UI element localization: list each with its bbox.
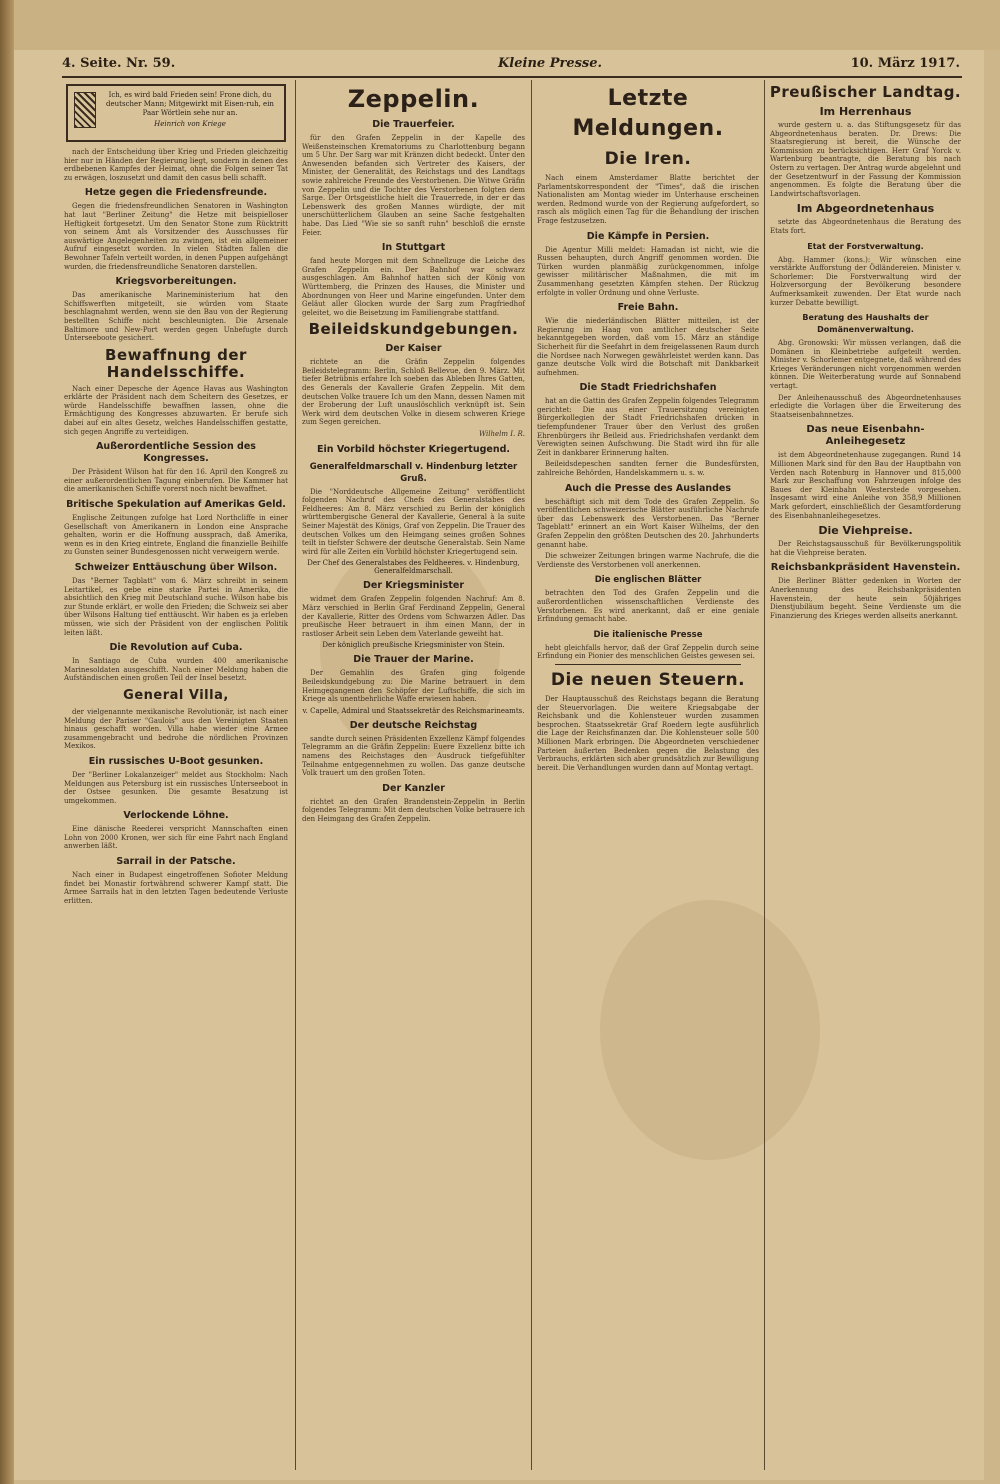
article-heading: Die Trauer der Marine. bbox=[353, 654, 474, 666]
section-heading: Letzte Meldungen. bbox=[572, 86, 724, 141]
article-heading: Der Kaiser bbox=[385, 343, 442, 355]
column-rule bbox=[764, 80, 765, 1470]
article-heading: Der deutsche Reichstag bbox=[349, 719, 478, 731]
section-heading: Die Iren. bbox=[604, 149, 692, 169]
article-text: Nach einem Amsterdamer Blatte berichtet der Parlamentskorrespondent der "Times", daß die irischen Nationalisten am Montag wieder im Unterhause erscheinen werden. Redmond wurde von der Regierung aufgefordert, so rasch als möglich einen Tag für die Behandlung der irischen Frage festzusetzen. bbox=[537, 174, 759, 225]
article-heading: Die Revolution auf Cuba. bbox=[109, 642, 243, 654]
article-heading: Die Trauerfeier. bbox=[372, 119, 455, 130]
article-text: hat an die Gattin des Grafen Zeppelin folgendes Telegramm gerichtet: Die aus einer Trauersitzung vereinigten Bürgerkollegien der Stadt Friedrichshafen drücken in tiefempfundener Trauer über den Verlust des großen Ehrenbürgers ihr Beileid aus. Friedrichshafen verdankt dem Verewigten seinen Aufschwung. Die Stadt wird ihn für alle Zeit in dankbarer Erinnerung halten. bbox=[537, 397, 759, 457]
article-text: Der Gemahlin des Grafen ging folgende Beileidskundgebung zu: Die Marine betrauert in dem Heimgegangenen den Schöpfer der Luftschiffe, die sich im Kriege als unentbehrliche Waffe erwiesen haben. bbox=[302, 669, 525, 704]
poem-box bbox=[66, 84, 286, 142]
section-heading: Zeppelin. bbox=[347, 85, 480, 113]
article-text: setzte das Abgeordnetenhaus die Beratung des Etats fort. bbox=[770, 218, 961, 235]
signature-text: Der Chef des Generalstabes des Feldheeres. v. Hindenburg, Generalfeldmarschall. bbox=[307, 559, 520, 576]
article-heading: Kriegsvorbereitungen. bbox=[115, 276, 237, 288]
article-text: Eine dänische Reederei verspricht Mannschaften einen Lohn von 2000 Kronen, wer sich für eine Fahrt nach England anwerben läßt. bbox=[64, 825, 288, 851]
section-heading: Bewaffnung der Handelsschiffe. bbox=[105, 345, 247, 381]
article-heading: Die Kämpfe in Persien. bbox=[586, 230, 710, 242]
article-text: für den Grafen Zeppelin in der Kapelle des Weißensteinschen Krematoriums zu Charlottenburg begann um 5 Uhr. Der Sarg war mit Kränzen dicht bedeckt. Unter den Anwesenden befanden sich Vertreter des Kaisers, der Minister, der Generalität, des Reichstags und des Landtags sowie zahlreiche Freunde des Verstorbenen. Die Witwe Gräfin von Zeppelin und die Tochter des Verstorbenen folgten dem Sarge. Der Ortsgeistliche hielt die Trauerrede, in der er das Lebenswerk des großen Mannes würdigte, der mit unerschütterlichem Glauben an seine Sache festgehalten habe. Das Lied "Wie sie so sanft ruhn" beschloß die ernste Feier. bbox=[302, 134, 525, 237]
section-heading: Beileidskundgebungen. bbox=[308, 320, 519, 339]
article-text: nach der Entscheidung über Krieg und Frieden gleichzeitig hier nur in Händen der Regierung liegt, sondern in denen des erdbebenen Kampfes der Heimat, ohne die Folgen seiner Tat zu erwägen, loszusetzt und damit den casus belli schafft. bbox=[64, 148, 288, 182]
article-text: ist dem Abgeordnetenhause zugegangen. Rund 14 Millionen Mark sind für den Bau der Hauptbahn von Verden nach Rotenburg in Hannover und 815,000 Mark zur Beschaffung von Fahrzeugen infolge des Baues der Kleinbahn Westerstede vorgesehen. Insgesamt wird eine Anleihe von 358,9 Millionen Mark gefordert, einschließlich der Gesamtforderung des Eisenbahnanleihegesetzes. bbox=[770, 451, 961, 520]
article-text: betrachten den Tod des Grafen Zeppelin und die außerordentlichen wissenschaftlichen Verdienste des Verstorbenen. Es wird anerkannt, daß er eine geniale Erfindung gemacht habe. bbox=[537, 589, 759, 624]
article-text: Der Anleihenausschuß des Abgeordnetenhauses erledigte die Vorlagen über die Erweiterung des Staatseisenbahnnetzes. bbox=[770, 393, 961, 419]
article-heading: Verlockende Löhne. bbox=[123, 810, 229, 822]
column-3 bbox=[535, 80, 761, 1470]
article-heading: Im Herrenhaus bbox=[819, 105, 912, 118]
article-heading: Beratung des Haushalts der Domänenverwaltung. bbox=[802, 313, 929, 335]
article-text: Abg. Hammer (kons.): Wir wünschen eine verstärkte Aufforstung der Ödländereien. Minister v. Schorlemer: Die Forstverwaltung wird der Holzversorgung der Bevölkerung besondere Aufmerksamkeit zuwenden. Der Etat wurde nach kurzer Debatte bewilligt. bbox=[770, 255, 961, 307]
article-text: hebt gleichfalls hervor, daß der Graf Zeppelin durch seine Erfindung ein Pionier des menschlichen Geistes gewesen sei. bbox=[537, 643, 759, 661]
article-text: Die "Norddeutsche Allgemeine Zeitung" veröffentlicht folgenden Nachruf des Chefs des Generalstabes des Feldheeres: Am 8. März verschied zu Berlin der königlich württembergische General der Kavallerie, General à la suite Seiner Majestät des Königs, Graf von Zeppelin. Die Trauer des deutschen Volkes um den Heimgang seines großen Sohnes teilt in tiefster Schwere der deutsche Generalstab. Sein Name wird für alle Zeiten ein Vorbild höchster Kriegertugend sein. bbox=[302, 487, 525, 556]
article-text: Nach einer Depesche der Agence Havas aus Washington erklärte der Präsident nach dem Scheitern des Gesetzes, er würde Handelsschiffe bewaffnen lassen, ohne die Ermächtigung des Kongresses abzuwarten. Er berufe sich dabei auf ein altes Gesetz, welches Handelsschiffen gestatte, sich gegen Angriffe zu verteidigen. bbox=[64, 384, 288, 436]
article-text: Das amerikanische Marineministerium hat den Schiffswerften mitgeteilt, sie würden vom Staate beschlagnahmt werden, wenn sie den Bau von der Regierung bestellten Schiffe nicht beschleunigten. Die Arsenale Baltimore und New-Port werden gegen Unbefugte durch Unterseeboote gesichert. bbox=[64, 291, 288, 343]
article-text: sandte durch seinen Präsidenten Exzellenz Kämpf folgendes Telegramm an die Gräfin Zeppelin: Euere Exzellenz bitte ich namens des Reichstages den Ausdruck tiefgefühlter Teilnahme entgegennehmen zu wollen. Das ganze deutsche Volk trauert um den großen Toten. bbox=[302, 734, 525, 778]
article-text: widmet dem Grafen Zeppelin folgenden Nachruf: Am 8. März verschied in Berlin Graf Ferdinand Zeppelin, General der Kavallerie, Ritter des Ordens vom Schwarzen Adler. Das preußische Heer betrauert in ihm einen Mann, der in rastloser Arbeit sein Leben dem Vaterlande geweiht hat. bbox=[302, 595, 525, 638]
article-heading: Sarrail in der Patsche. bbox=[116, 856, 236, 868]
page-header bbox=[62, 56, 960, 74]
article-text: Die schweizer Zeitungen bringen warme Nachrufe, die die Verdienste des Verstorbenen voll anerkennen. bbox=[537, 552, 759, 569]
article-text: In Santiago de Cuba wurden 400 amerikanische Marinesoldaten ausgeschifft. Nach einer Meldung haben die Aufständischen einen großen Teil der Insel besetzt. bbox=[64, 657, 288, 683]
article-text: Der Präsident Wilson hat für den 16. April den Kongreß zu einer außerordentlichen Tagung einberufen. Die Kammer hat die amerikanischen Schiffe vorerst noch nicht bewaffnet. bbox=[64, 468, 288, 494]
article-heading: Generalfeldmarschall v. Hindenburg letzter Gruß. bbox=[309, 461, 518, 484]
article-heading: Im Abgeordnetenhaus bbox=[796, 202, 935, 216]
article-text: Gegen die friedensfreundlichen Senatoren in Washington hat laut "Berliner Zeitung" die Hetze mit beispielloser Heftigkeit fortgesetzt. Um den Senator Stone zum Rücktritt von seinem Amt als Vorsitzender des Ausschusses für auswärtige Angelegenheiten zu zwingen, ist ein allgemeiner Aufruf eingesetzt worden. In vielen Städten fallen die Bewohner Tafeln verteilt worden, in denen Puppen aufgehängt wurden, die friedensfreundliche Senatoren darstellen. bbox=[64, 202, 288, 271]
article-text: Nach einer in Budapest eingetroffenen Sofioter Meldung findet bei Monastir fortwährend schwerer Kampf statt. Die Armee Sarrails hat in den letzten Tagen bedeutende Verluste erlitten. bbox=[64, 871, 288, 905]
article-text: Die Agentur Milli meldet: Hamadan ist nicht, wie die Russen behaupten, durch Angriff genommen worden. Die Türken wurden planmäßig zurückgenommen, infolge gewisser militärischer Maßnahmen, die mit im Zusammenhang gesetzten Kämpfen stehen. Der Rückzug erfolgte in voller Ordnung und ohne Verluste. bbox=[537, 245, 759, 297]
issue-date: 10. März 1917. bbox=[850, 56, 960, 71]
article-text: richtete an die Gräfin Zeppelin folgendes Beileidstelegramm: Berlin, Schloß Bellevue, den 9. März. Mit tiefer Betrübnis erfahre Ich soeben das Ableben Ihres Gatten, des Generals der Kavallerie Grafen Zeppelin. Mit dem deutschen Volke trauere Ich um den Mann, dessen Namen mit der Eroberung der Luft unauslöschlich verknüpft ist. Sein Werk wird dem deutschen Volke in diesem schweren Kriege zum Segen gereichen. bbox=[302, 358, 525, 427]
column-2 bbox=[300, 80, 527, 1470]
article-text: der vielgenannte mexikanische Revolutionär, ist nach einer Meldung der Pariser "Gaulois" aus den Vereinigten Staaten hinaus geschafft worden. Villa habe wieder eine Armee zusammengebracht und bedrohe die nördlichen Provinzen Mexikos. bbox=[64, 707, 288, 751]
article-heading: Hetze gegen die Friedensfreunde. bbox=[84, 187, 268, 199]
article-heading: Außerordentliche Session des Kongresses. bbox=[96, 441, 256, 465]
article-text: richtet an den Grafen Brandenstein-Zeppelin in Berlin folgendes Telegramm: Mit dem deutschen Volke betrauere ich den Heimgang des Grafen Zeppelin. bbox=[302, 797, 525, 823]
signature-text: v. Capelle, Admiral und Staatssekretär des Reichsmarineamts. bbox=[302, 706, 525, 715]
article-heading: Reichsbankpräsident Havenstein. bbox=[770, 562, 961, 574]
article-text: Die Berliner Blätter gedenken in Worten der Anerkennung des Reichsbankpräsidenten Havenstein, der heute sein 50jähriges Dienstjubiläum begeht. Seine Verdienste um die Finanzierung des Krieges werden allseits anerkannt. bbox=[770, 577, 961, 620]
binding-edge bbox=[0, 0, 14, 1484]
article-heading: Der Kriegsminister bbox=[362, 580, 465, 592]
page-number: 4. Seite. Nr. 59. bbox=[62, 56, 176, 71]
ornament-icon bbox=[74, 92, 96, 128]
article-heading: Auch die Presse des Auslandes bbox=[564, 482, 732, 494]
article-heading: Etat der Forstverwaltung. bbox=[807, 241, 924, 251]
article-heading: Das neue Eisenbahn-Anleihegesetz bbox=[806, 424, 925, 448]
poem-credit: Heinrich von Kriege bbox=[154, 120, 226, 128]
signature-text: Der königlich preußische Kriegsminister von Stein. bbox=[322, 641, 505, 650]
article-text: fand heute Morgen mit dem Schnellzuge die Leiche des Grafen Zeppelin ein. Der Bahnhof war schwarz ausgeschlagen. Am Bahnhof hatten sich der König von Württemberg, die Prinzen des Hauses, die Minister und Abordnungen von Heer und Marine eingefunden. Unter dem Geläut aller Glocken wurde der Sarg zum Pragfriedhof geleitet, wo die Beisetzung im Familiengrabe stattfand. bbox=[302, 257, 525, 317]
page-top-edge bbox=[0, 0, 1000, 50]
article-text: Englische Zeitungen zufolge hat Lord Northcliffe in einer Gesellschaft von Amerikanern in London eine Ansprache gehalten, worin er die Hoffnung aussprach, daß Amerika, wenn es in den Krieg eintrete, England die finanzielle Beihilfe zu Gunsten seiner Bundesgenossen nicht verweigern werde. bbox=[64, 514, 288, 557]
article-heading: Ein russisches U-Boot gesunken. bbox=[88, 755, 264, 767]
section-heading: General Villa, bbox=[123, 687, 229, 703]
article-heading: In Stuttgart bbox=[381, 242, 446, 254]
article-heading: Ein Vorbild höchster Kriegertugend. bbox=[317, 443, 510, 455]
article-text: wurde gestern u. a. das Stiftungsgesetz für das Abgeordnetenhaus beraten. Dr. Drews: Die Staatsregierung ist bereit, die Wünsche der Kommission zu berücksichtigen. Herr Graf Yorck v. Wartenburg beantragte, die Beratung bis nach Ostern zu vertagen. Der Antrag wurde abgelehnt und der Gesetzentwurf in der Fassung der Kommission angenommen. Es folgte die Beratung über die Landwirtschaftsvorlagen. bbox=[770, 121, 961, 198]
signature-text: Wilhelm I. R. bbox=[478, 430, 525, 439]
article-heading: Die englischen Blätter bbox=[594, 575, 702, 586]
article-heading: Freie Bahn. bbox=[617, 302, 679, 314]
article-text: Der Reichstagsausschuß für Bevölkerungspolitik hat die Viehpreise beraten. bbox=[770, 540, 961, 557]
column-rule bbox=[531, 80, 532, 1470]
article-heading: Die Stadt Friedrichshafen bbox=[579, 382, 717, 394]
poem-text: Ich, es wird bald Frieden sein! Frone dich, du deutscher Mann; Mitgewirkt mit Eisen-ruh, ein Paar Wörtlein sehe nur an. bbox=[106, 91, 274, 117]
article-heading: Die italienische Presse bbox=[593, 629, 703, 640]
column-1 bbox=[62, 80, 290, 1470]
article-text: Beileidsdepeschen sandten ferner die Bundesfürsten, zahlreiche Behörden, Handelskammern u. s. w. bbox=[537, 460, 759, 478]
article-heading: Schweizer Enttäuschung über Wilson. bbox=[74, 562, 278, 573]
article-text: Das "Berner Tagblatt" vom 6. März schreibt in seinem Leitartikel, es gebe eine starke Partei in Amerika, die absichtlich den Krieg mit Deutschland suche. Wilson habe bis zur Stunde erklärt, er wolle den Frieden; die Schweiz sei aber über Wilsons Haltung tief enttäuscht. Wir haben es ja erleben müssen, wie sich der Präsident von der englischen Politik leiten läßt. bbox=[64, 577, 288, 637]
header-rule bbox=[62, 76, 962, 78]
article-text: Wie die niederländischen Blätter mitteilen, ist der Regierung im Haag von amtlicher deutscher Seite bekanntgegeben worden, daß vom 15. März an ständige Sicherheit für die Seefahrt in dem freigelassenen Raum durch die Nordsee nach Norwegen gewährleistet werden kann. Das ganze deutsche Volk wird die Botschaft mit Dankbarkeit aufnehmen. bbox=[537, 317, 759, 377]
article-text: Der Hauptausschuß des Reichstags begann die Beratung der Steuervorlagen. Die weitere Kriegsabgabe der Reichsbank und die Kohlensteuer wurden zusammen besprochen. Staatssekretär Graf Roedern legte ausführlich die Lage der Reichsfinanzen dar. Die Kohlensteuer solle 500 Millionen Mark erbringen. Die Abgeordneten verschiedener Parteien äußerten Bedenken gegen die Belastung des Verbrauchs, erklärten sich aber grundsätzlich zur Bewilligung bereit. Die Verhandlungen wurden dann auf Montag vertagt. bbox=[537, 694, 759, 772]
section-heading: Preußischer Landtag. bbox=[769, 83, 962, 101]
divider bbox=[555, 664, 741, 665]
article-heading: Die Viehpreise. bbox=[818, 524, 913, 538]
article-text: Der "Berliner Lokalanzeiger" meldet aus Stockholm: Nach Meldungen aus Petersburg ist ein russisches Unterseeboot in der Ostsee gesunken. Die gesamte Besatzung ist umgekommen. bbox=[64, 770, 288, 805]
article-heading: Britische Spekulation auf Amerikas Geld. bbox=[66, 499, 286, 511]
article-text: beschäftigt sich mit dem Tode des Grafen Zeppelin. So veröffentlichen schweizerische Blätter ausführliche Nachrufe über das Lebenswerk des Verstorbenen. Das "Berner Tageblatt" erinnert an ein Wort Kaiser Wilhelms, der den Grafen Zeppelin den größten Deutschen des 20. Jahrhunderts genannt habe. bbox=[537, 497, 759, 549]
section-heading: Die neuen Steuern. bbox=[550, 669, 746, 690]
column-rule bbox=[295, 80, 296, 1470]
column-4 bbox=[768, 80, 963, 1470]
article-text: Abg. Gronowski: Wir müssen verlangen, daß die Domänen in Kleinbetriebe aufgeteilt werden. Minister v. Schorlemer entgegnete, daß während des Krieges Veränderungen nicht vorgenommen werden können. Die Weiterberatung wurde auf Sonnabend vertagt. bbox=[770, 339, 961, 391]
article-heading: Der Kanzler bbox=[382, 782, 445, 794]
newspaper-title: Kleine Presse. bbox=[498, 56, 603, 71]
